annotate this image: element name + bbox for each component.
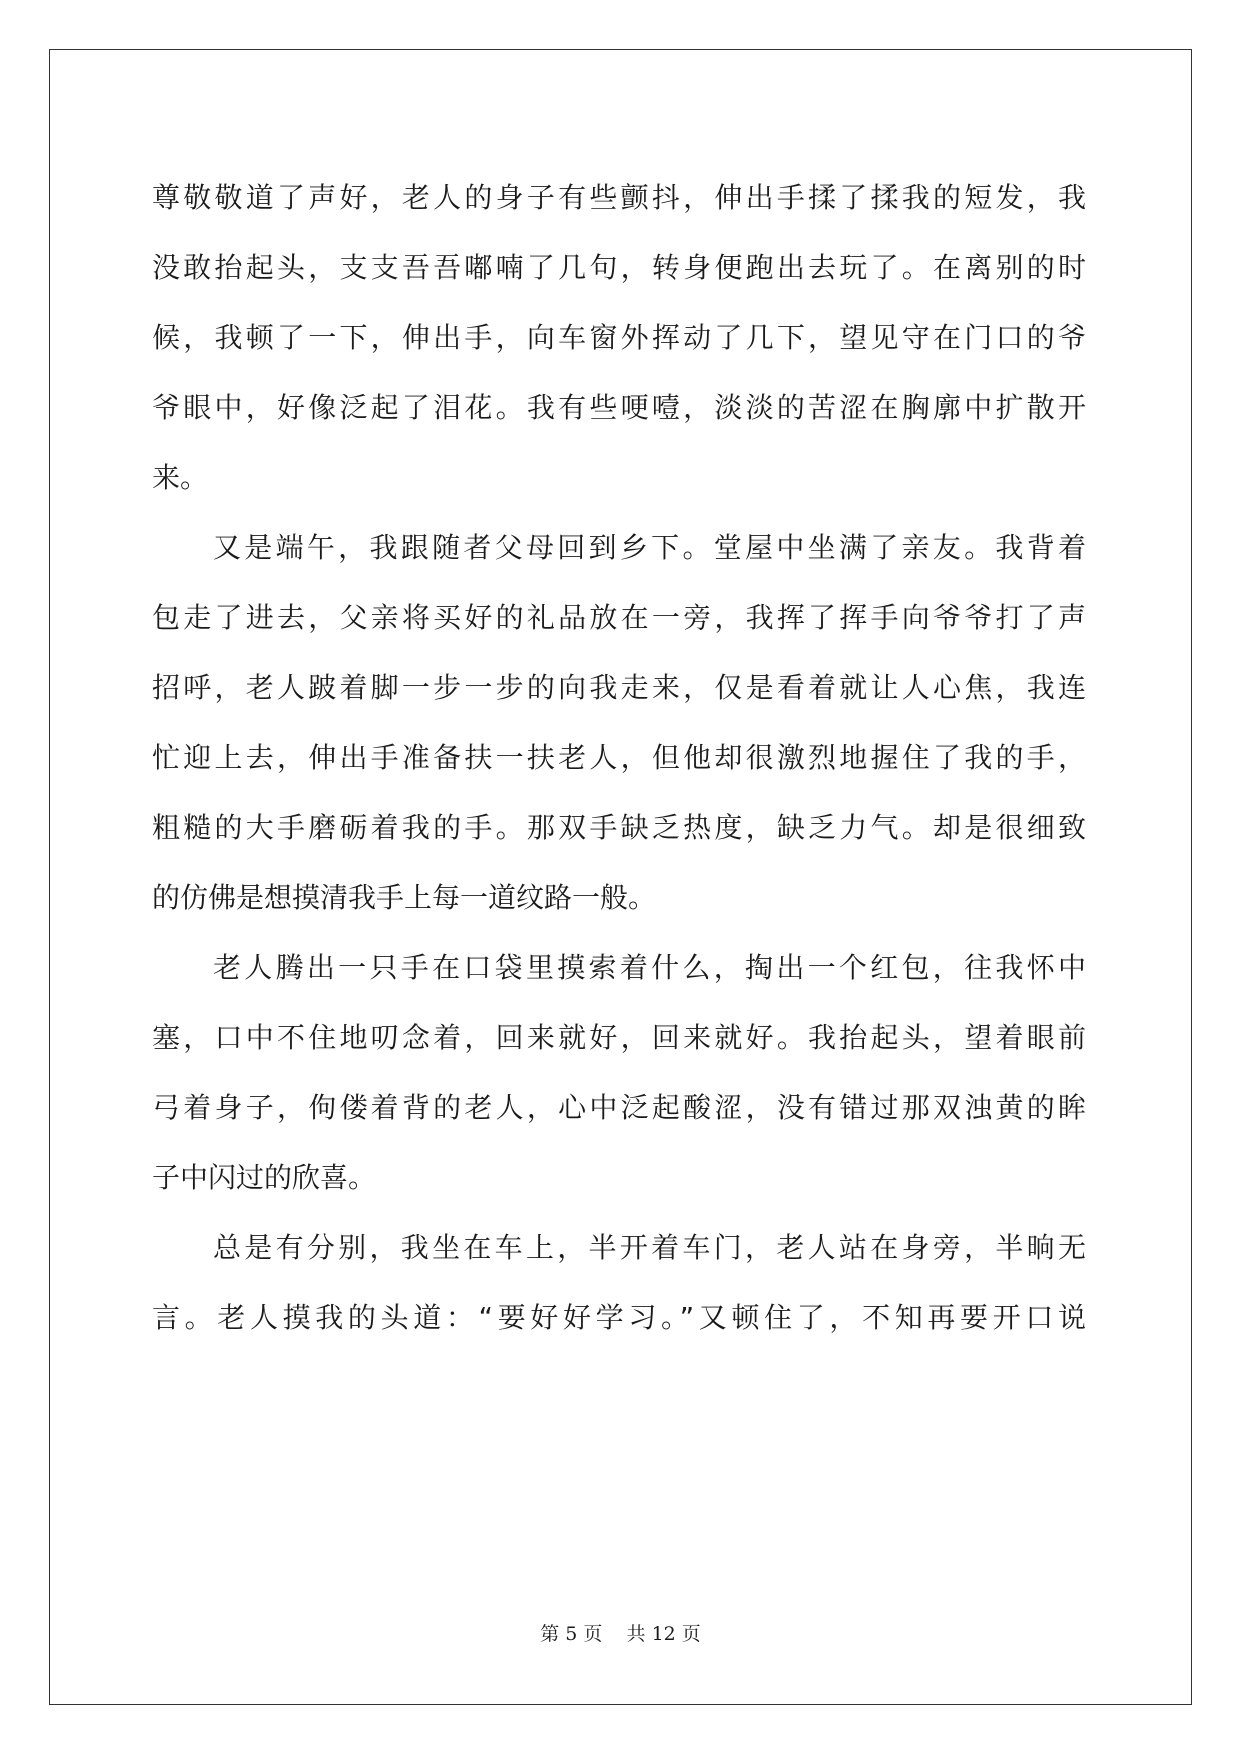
paragraph bbox=[152, 933, 1086, 1213]
text-line: 忙迎上去，伸出手准备扶一扶老人，但他却很激烈地握住了我的手， bbox=[152, 741, 1086, 774]
text-line: 老人腾出一只手在口袋里摸索着什么，掏出一个红包，往我怀中 bbox=[213, 951, 1086, 984]
paragraph bbox=[152, 513, 1086, 933]
text-line: 塞，口中不住地叨念着，回来就好，回来就好。我抬起头，望着眼前 bbox=[152, 1021, 1086, 1054]
text-line: 又是端午，我跟随者父母回到乡下。堂屋中坐满了亲友。我背着 bbox=[213, 531, 1086, 564]
page-number: 第 5 页 共 12 页 bbox=[540, 1623, 701, 1645]
text-line: 子中闪过的欣喜。 bbox=[152, 1161, 377, 1194]
text-line: 爷眼中，好像泛起了泪花。我有些哽噎，淡淡的苦涩在胸廓中扩散开 bbox=[152, 391, 1086, 424]
text-line: 粗糙的大手磨砺着我的手。那双手缺乏热度，缺乏力气。却是很细致 bbox=[152, 811, 1086, 844]
text-line: 总是有分别，我坐在车上，半开着车门，老人站在身旁，半晌无 bbox=[213, 1231, 1086, 1264]
text-line: 招呼，老人跛着脚一步一步的向我走来，仅是看着就让人心焦，我连 bbox=[152, 671, 1086, 704]
text-line: 尊敬敬道了声好，老人的身子有些颤抖，伸出手揉了揉我的短发，我 bbox=[152, 181, 1086, 214]
paragraph bbox=[152, 163, 1086, 513]
text-line: 包走了进去，父亲将买好的礼品放在一旁，我挥了挥手向爷爷打了声 bbox=[152, 601, 1086, 634]
text-line: 弓着身子，佝偻着背的老人，心中泛起酸涩，没有错过那双浊黄的眸 bbox=[152, 1091, 1086, 1124]
paragraph bbox=[152, 1213, 1086, 1353]
body-text bbox=[152, 163, 1086, 1353]
text-line: 来。 bbox=[152, 461, 209, 494]
text-line: 言。老人摸我的头道：“要好好学习。”又顿住了，不知再要开口说 bbox=[152, 1301, 1086, 1334]
text-line: 的仿佛是想摸清我手上每一道纹路一般。 bbox=[152, 881, 657, 914]
text-line: 候，我顿了一下，伸出手，向车窗外挥动了几下，望见守在门口的爷 bbox=[152, 321, 1086, 354]
text-line: 没敢抬起头，支支吾吾嘟喃了几句，转身便跑出去玩了。在离别的时 bbox=[152, 251, 1086, 284]
